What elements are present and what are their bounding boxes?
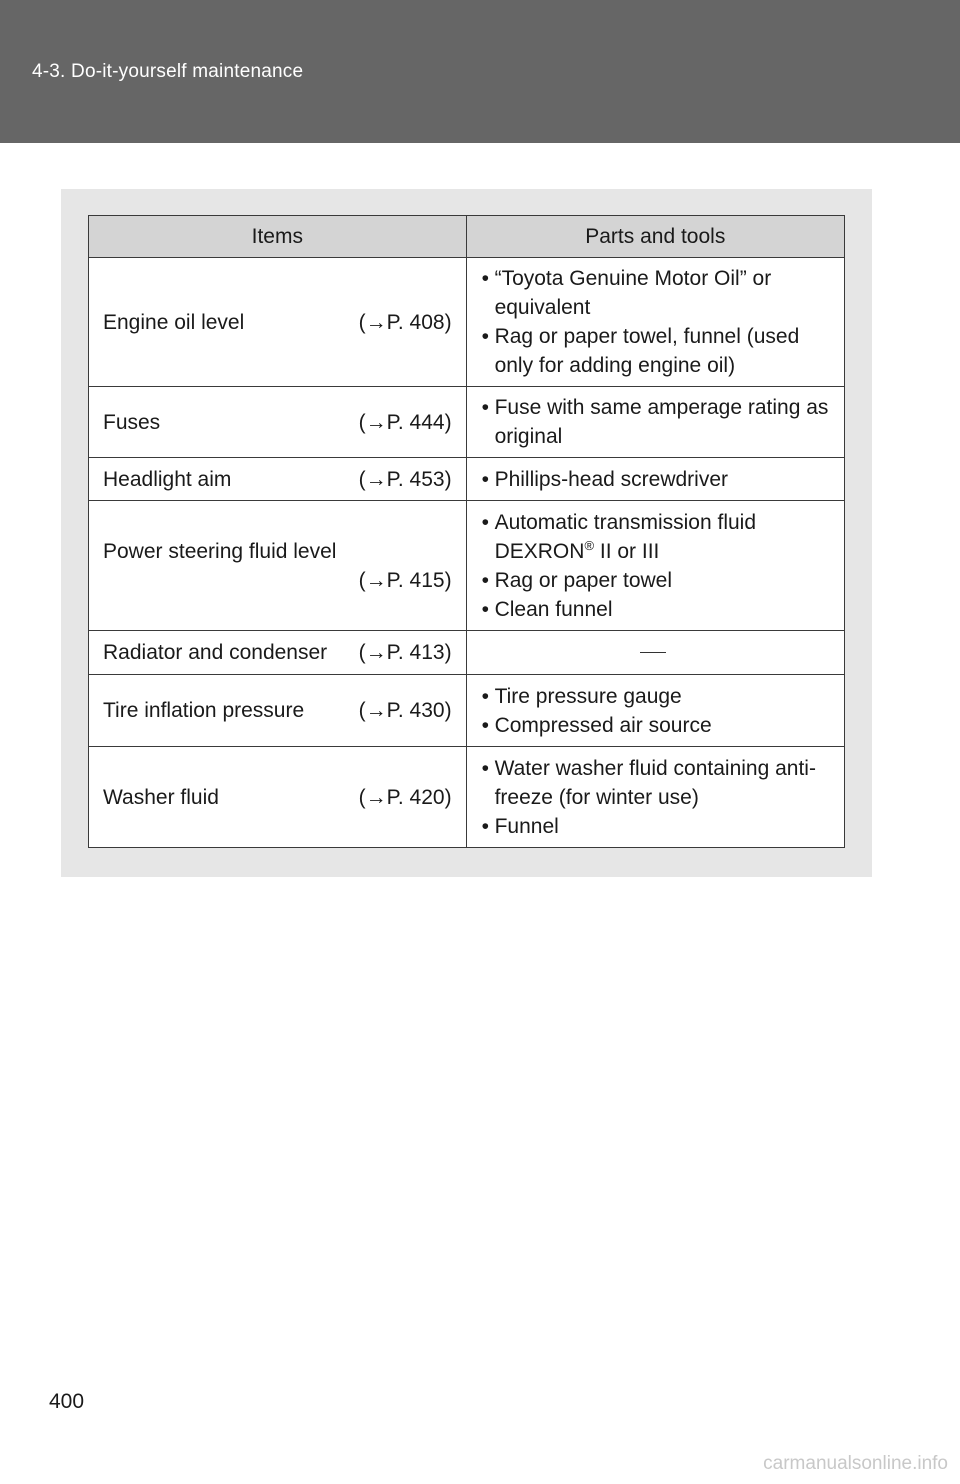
none-dash — [640, 652, 666, 653]
table-header-row — [89, 216, 845, 258]
header-bar — [0, 0, 960, 143]
item-cell — [89, 747, 467, 848]
dexron-label: DEXRON — [494, 539, 585, 563]
page-reference: (→P. 430) — [358, 699, 452, 722]
item-name: Tire inflation pressure — [103, 699, 305, 722]
item-cell — [89, 258, 467, 387]
item-cell — [89, 458, 467, 501]
list-item: • Tire pressure gauge — [481, 684, 682, 708]
parts-cell — [466, 458, 844, 501]
parts-cell — [466, 631, 844, 675]
table-row — [89, 458, 845, 501]
list-item: • Funnel — [481, 814, 559, 838]
item-name: Washer fluid — [103, 785, 219, 809]
registered-mark: ® — [584, 537, 595, 553]
column-header-parts: Parts and tools — [466, 216, 844, 258]
item-name: Headlight aim — [103, 467, 232, 491]
list-item: • “Toyota Genuine Motor Oil” or equivalent — [481, 267, 772, 319]
section-title: 4-3. Do-it-yourself maintenance — [32, 61, 304, 82]
page-reference: (→P. 415) — [358, 568, 452, 592]
page-reference: (→P. 408) — [358, 310, 452, 334]
column-header-items: Items — [89, 216, 467, 258]
item-name: Power steering fluid level — [103, 539, 337, 563]
table-row — [89, 258, 845, 387]
table-row — [89, 501, 845, 631]
list-item: • Rag or paper towel, funnel (used only for adding engine oil) — [481, 325, 800, 377]
page-number: 400 — [49, 1390, 85, 1413]
parts-cell — [466, 501, 844, 631]
table-row — [89, 675, 845, 747]
item-name: Radiator and condenser — [103, 641, 328, 664]
parts-cell — [466, 258, 844, 387]
maintenance-table — [88, 215, 845, 848]
table-row — [89, 387, 845, 458]
list-item: • Clean funnel — [481, 597, 613, 621]
list-item: • Phillips-head screwdriver — [481, 467, 728, 491]
item-cell — [89, 631, 467, 675]
page-reference: (→P. 453) — [358, 467, 452, 491]
page-reference: (→P. 420) — [358, 785, 452, 809]
table-row — [89, 747, 845, 848]
list-item: • Fuse with same amperage rating as original — [481, 396, 829, 448]
table-row — [89, 631, 845, 675]
list-item: • Water washer fluid containing anti-freeze (for winter use) — [481, 756, 816, 809]
item-cell — [89, 501, 467, 631]
item-cell — [89, 675, 467, 747]
page-reference: (→P. 444) — [358, 410, 452, 434]
list-item: • Compressed air source — [481, 713, 712, 737]
item-name: Engine oil level — [103, 310, 245, 334]
parts-cell — [466, 675, 844, 747]
item-cell — [89, 387, 467, 458]
watermark: carmanualsonline.info — [763, 1453, 948, 1474]
list-item: • Automatic transmission fluid DEXRON® II or III — [481, 510, 757, 563]
parts-cell — [466, 747, 844, 848]
list-item: • Rag or paper towel — [481, 568, 673, 592]
page-reference: (→P. 413) — [358, 641, 452, 664]
parts-cell — [466, 387, 844, 458]
item-name: Fuses — [103, 410, 161, 434]
